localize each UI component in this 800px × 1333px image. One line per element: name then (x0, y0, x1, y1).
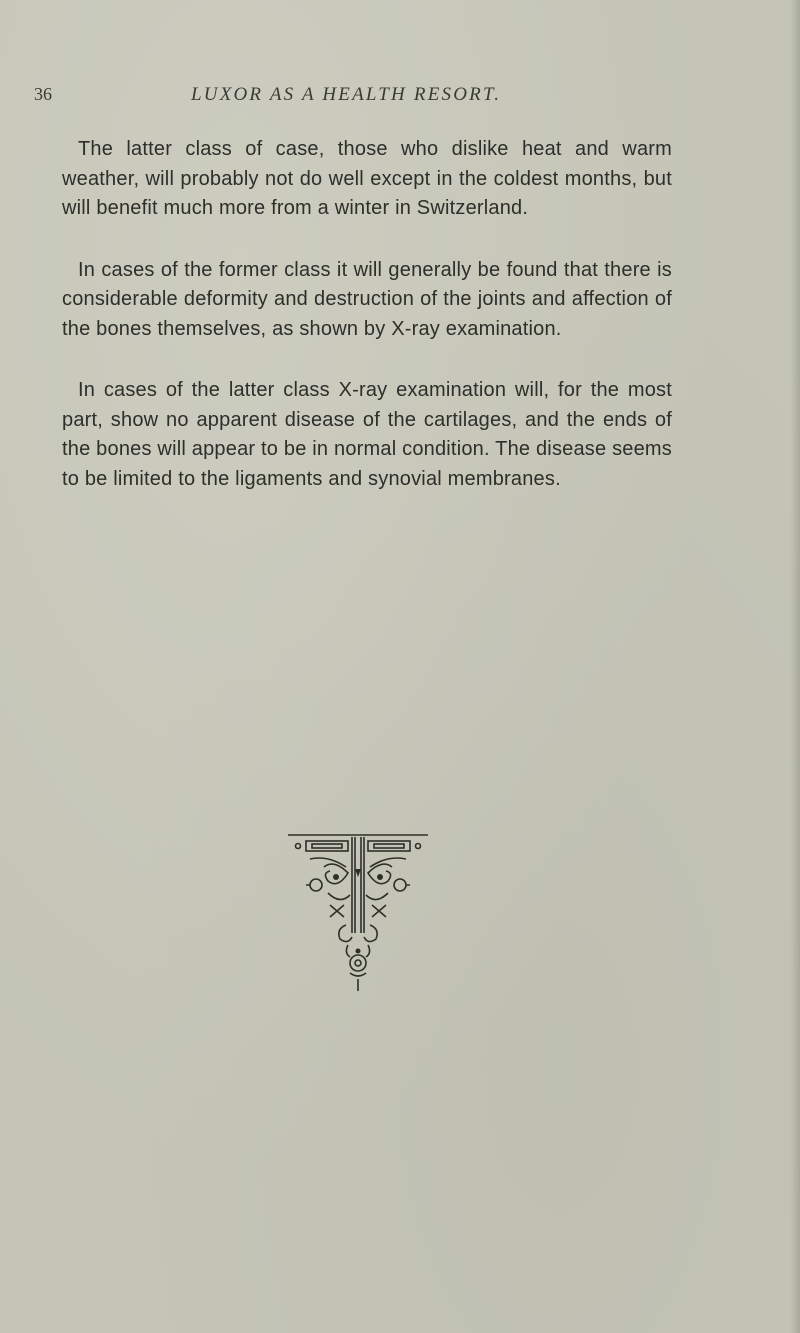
paragraph-text: In cases of the former class it will generally be found that there is considerable deformity and destruction of the joints and affection of the bones themselves, as shown by X-ray examination. (62, 258, 672, 340)
running-title: LUXOR AS A HEALTH RESORT. (191, 84, 502, 105)
paragraph (62, 376, 672, 494)
paragraph (62, 135, 672, 224)
running-head (34, 84, 734, 114)
paragraph-text: The latter class of case, those who dislike heat and warm weather, will probably not do well except in the coldest months, but will benefit much more from a winter in Switzerland. (62, 138, 672, 219)
page-number: 36 (34, 84, 52, 104)
body-text (62, 135, 672, 526)
paragraph (62, 256, 672, 345)
paragraph-text: In cases of the latter class X-ray examination will, for the most part, show no apparent disease of the cartilages, and the ends of the bones will appear to be in normal condition. The disease seems to be limited to the ligaments and synovial membranes. (62, 379, 672, 490)
tailpiece-ornament-icon (288, 833, 428, 993)
page-edge-shadow (790, 0, 800, 1333)
